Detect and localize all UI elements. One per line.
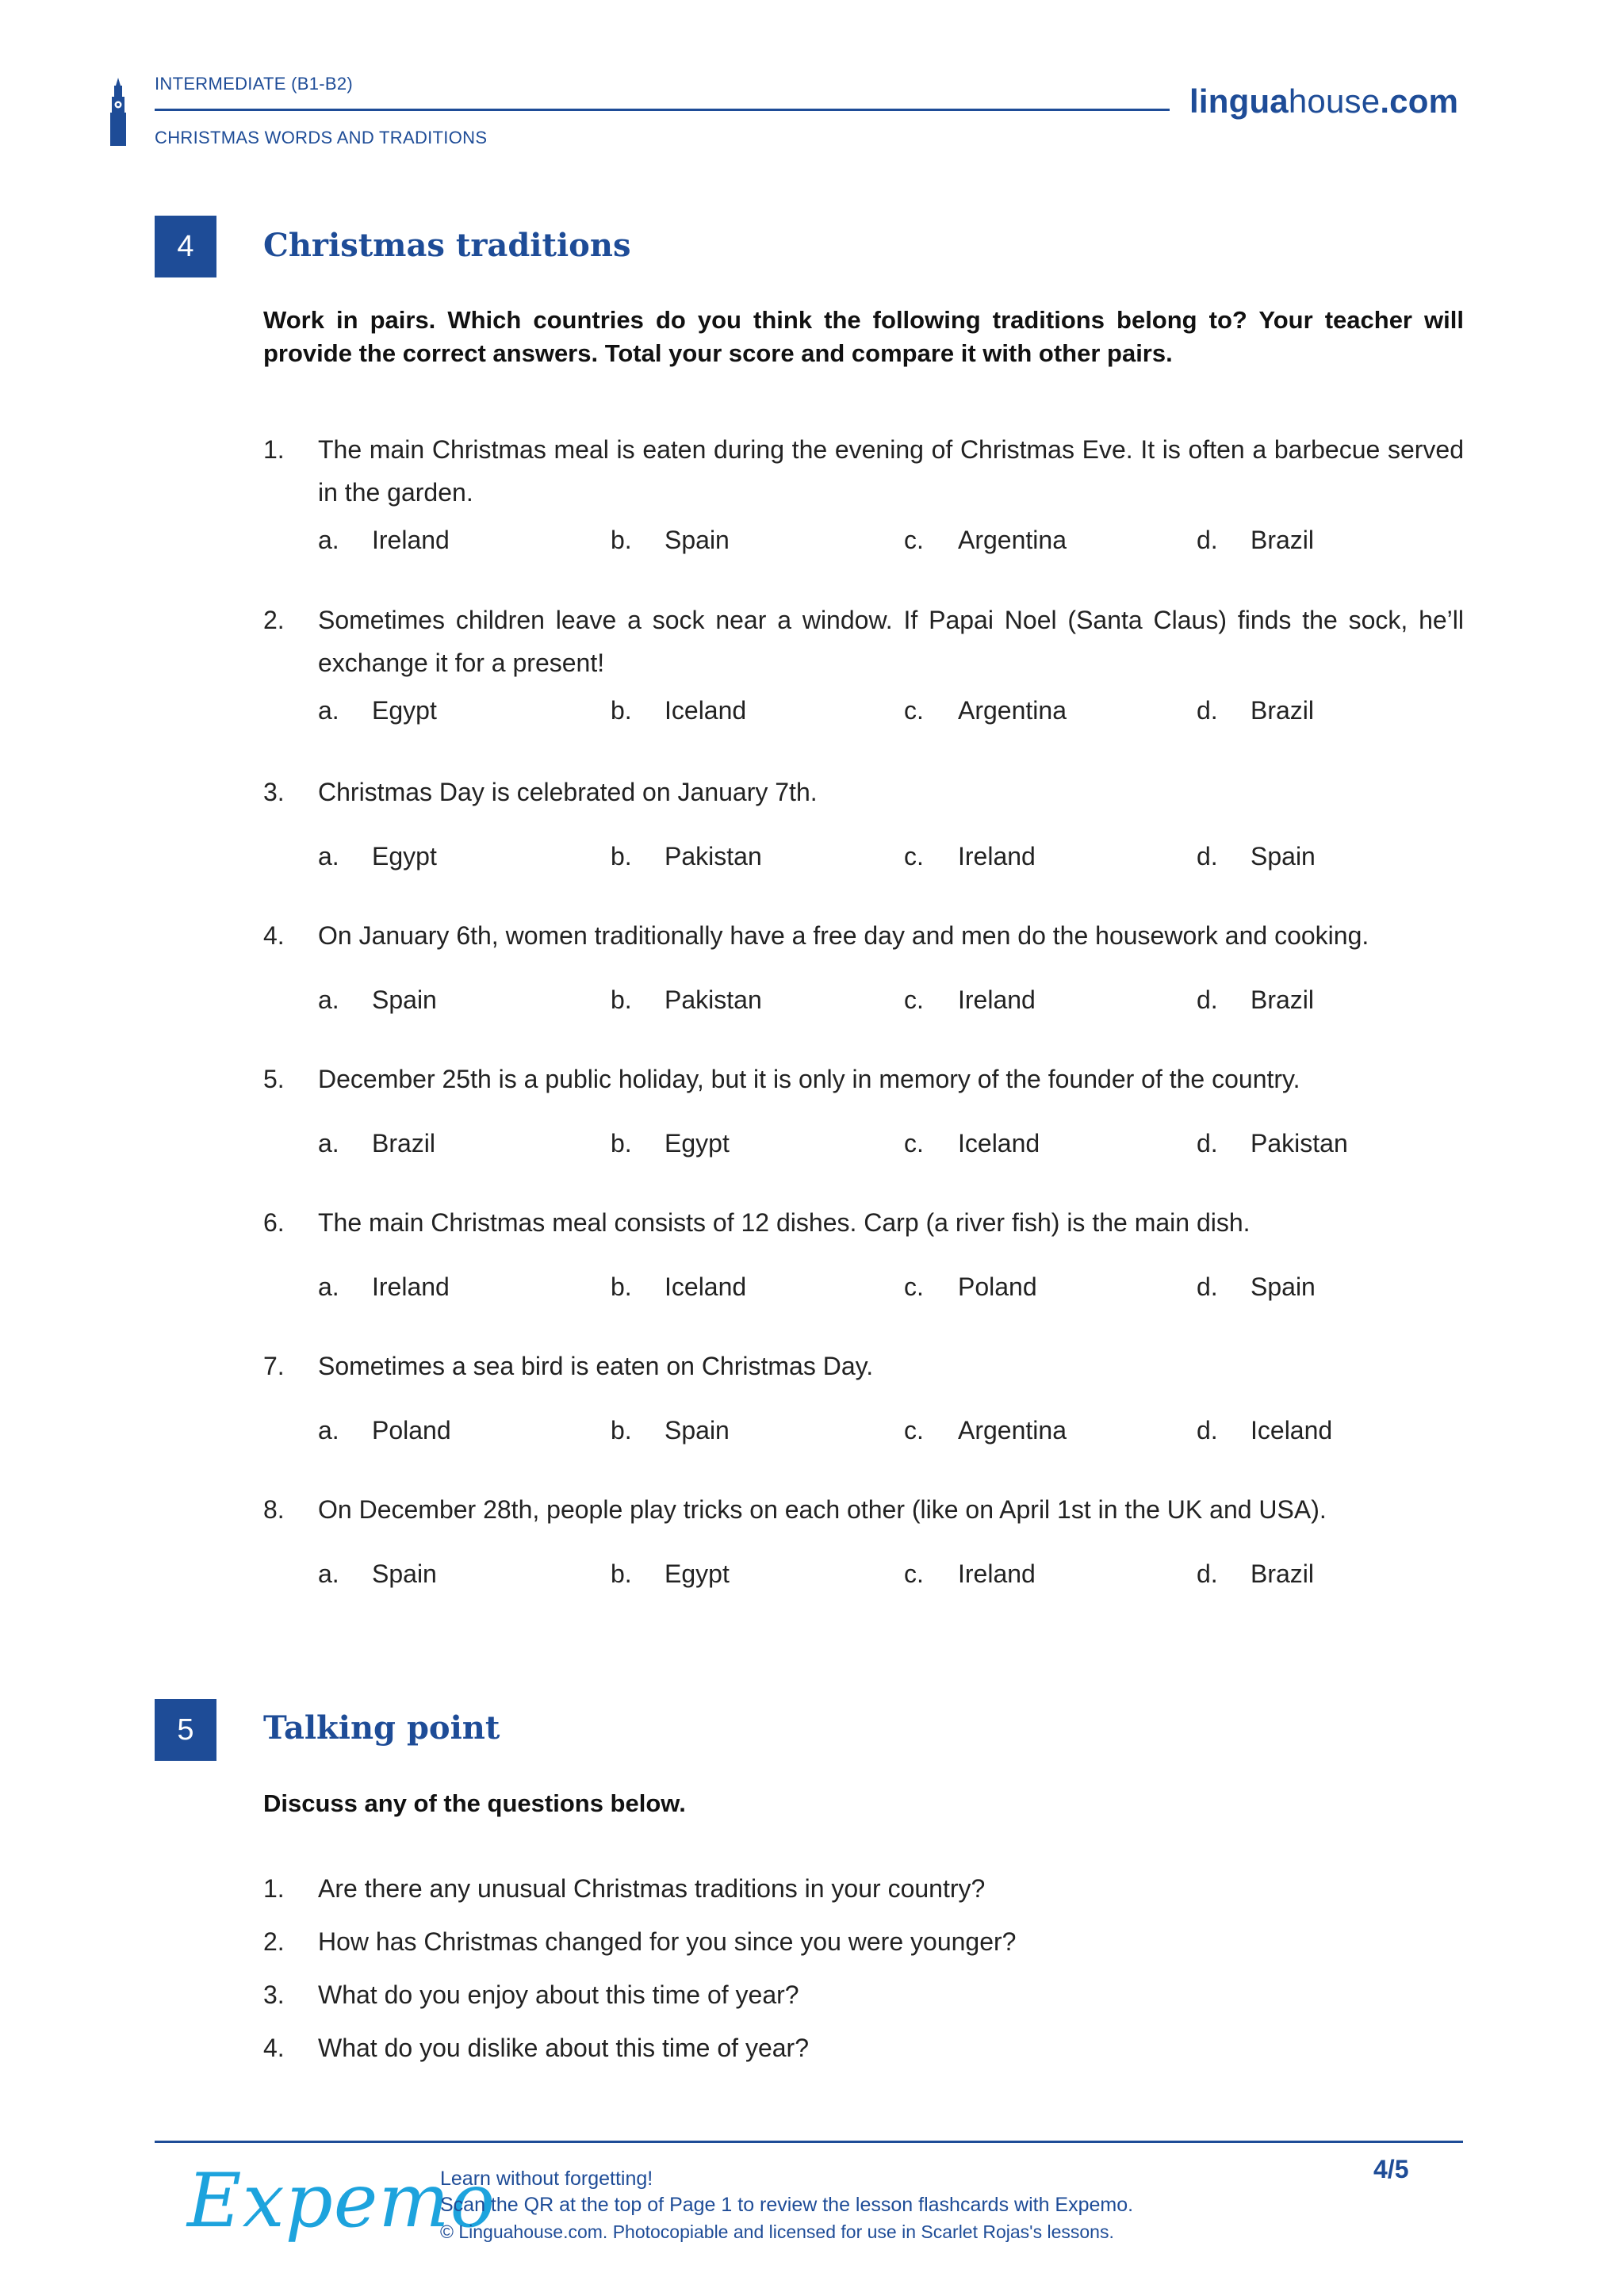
answer-option: Argentina [958,526,1067,554]
option-letter: a. [318,985,339,1014]
discussion-question: How has Christmas changed for you since you were younger? [318,1927,1017,1956]
question-number: 1. [263,1874,285,1903]
question-number: 2. [263,1927,285,1956]
answer-option: Spain [372,985,437,1014]
option-letter: a. [318,1559,339,1588]
option-letter: a. [318,1272,339,1301]
option-letter: c. [904,1559,924,1588]
option-letter: c. [904,526,924,554]
answer-option: Ireland [372,1272,450,1301]
answer-option: Pakistan [665,842,762,871]
answer-option: Pakistan [1251,1129,1348,1158]
question-number: 4. [263,2034,285,2062]
lesson-topic: CHRISTMAS WORDS AND TRADITIONS [155,128,488,147]
answer-option: Egypt [372,842,437,871]
answer-option: Poland [958,1272,1037,1301]
discussion-question: What do you dislike about this time of year? [318,2034,809,2062]
answer-option: Ireland [958,842,1036,871]
option-letter: c. [904,842,924,871]
discussion-question: What do you enjoy about this time of year? [318,1980,799,2009]
question-text: On December 28th, people play tricks on each other (like on April 1st in the UK and USA). [318,1495,1327,1524]
option-letter: a. [318,696,339,725]
option-letter: b. [611,696,632,725]
option-letter: d. [1197,1559,1218,1588]
answer-option: Ireland [958,1559,1036,1588]
question-text: Sometimes a sea bird is eaten on Christmas Day. [318,1352,874,1380]
question-text: The main Christmas meal consists of 12 dishes. Carp (a river fish) is the main dish. [318,1208,1251,1237]
option-letter: b. [611,1272,632,1301]
option-letter: b. [611,985,632,1014]
footer-qr-note: Scan the QR at the top of Page 1 to review the lesson flashcards with Expemo. [440,2194,1134,2216]
option-letter: d. [1197,985,1218,1014]
answer-option: Iceland [1251,1416,1333,1445]
answer-option: Egypt [372,696,437,725]
footer-copyright: © Linguahouse.com. Photocopiable and licensed for use in Scarlet Rojas's lessons. [440,2221,1114,2242]
option-letter: d. [1197,1272,1218,1301]
expemo-logo[interactable]: Expemo [187,2158,496,2244]
section-title: Talking point [263,1709,500,1747]
answer-option: Spain [372,1559,437,1588]
answer-option: Spain [1251,1272,1316,1301]
option-letter: c. [904,1272,924,1301]
question-number: 4. [263,921,285,950]
option-letter: a. [318,842,339,871]
question-number: 6. [263,1208,285,1237]
answer-option: Iceland [665,696,747,725]
answer-option: Iceland [958,1129,1040,1158]
page-number: 4/5 [1373,2155,1409,2183]
answer-option: Spain [665,1416,730,1445]
linguahouse-logo[interactable]: linguahouse.com [1189,82,1459,120]
answer-option: Iceland [665,1272,747,1301]
question-number: 7. [263,1352,285,1380]
question-text: Sometimes children leave a sock near a window. If Papai Noel (Santa Claus) finds the sock, he’ll exchange it for a present! [318,606,1464,677]
big-ben-icon [106,78,130,146]
option-letter: b. [611,842,632,871]
option-letter: c. [904,1129,924,1158]
option-letter: c. [904,696,924,725]
answer-option: Poland [372,1416,451,1445]
answer-option: Brazil [1251,1559,1315,1588]
question-text: On January 6th, women traditionally have a free day and men do the housework and cooking. [318,921,1369,950]
option-letter: d. [1197,696,1218,725]
option-letter: d. [1197,1129,1218,1158]
question-text: Christmas Day is celebrated on January 7th. [318,778,818,806]
discussion-question: Are there any unusual Christmas traditions in your country? [318,1874,986,1903]
option-letter: a. [318,1129,339,1158]
header-divider [155,109,1170,111]
answer-option: Egypt [665,1129,730,1158]
option-letter: d. [1197,1416,1218,1445]
option-letter: c. [904,985,924,1014]
answer-option: Egypt [665,1559,730,1588]
question-text: The main Christmas meal is eaten during the evening of Christmas Eve. It is often a barbecue served in the garden. [318,435,1464,507]
option-letter: b. [611,1416,632,1445]
answer-option: Ireland [958,985,1036,1014]
question-number: 3. [263,1980,285,2009]
answer-option: Brazil [1251,696,1315,725]
course-level: INTERMEDIATE (B1-B2) [155,74,354,94]
answer-option: Spain [665,526,730,554]
answer-option: Brazil [1251,526,1315,554]
option-letter: a. [318,526,339,554]
question-number: 5. [263,1065,285,1093]
section-instructions: Work in pairs. Which countries do you think the following traditions belong to? Your teacher will provide the correct answers. Total your score and compare it with other pairs. [263,306,1464,367]
section-number-badge: 5 [155,1699,216,1761]
question-number: 8. [263,1495,285,1524]
answer-option: Pakistan [665,985,762,1014]
option-letter: c. [904,1416,924,1445]
footer-tagline: Learn without forgetting! [440,2168,653,2190]
footer-divider [155,2141,1463,2143]
section-title: Christmas traditions [263,227,631,264]
question-text: December 25th is a public holiday, but it is only in memory of the founder of the country. [318,1065,1300,1093]
option-letter: a. [318,1416,339,1445]
option-letter: b. [611,1129,632,1158]
question-number: 2. [263,606,285,634]
answer-option: Brazil [1251,985,1315,1014]
option-letter: d. [1197,842,1218,871]
answer-option: Argentina [958,696,1067,725]
answer-option: Brazil [372,1129,436,1158]
answer-option: Argentina [958,1416,1067,1445]
answer-option: Spain [1251,842,1316,871]
question-number: 1. [263,435,285,464]
answer-option: Ireland [372,526,450,554]
option-letter: b. [611,526,632,554]
option-letter: d. [1197,526,1218,554]
section-number-badge: 4 [155,216,216,277]
option-letter: b. [611,1559,632,1588]
question-number: 3. [263,778,285,806]
section-instructions: Discuss any of the questions below. [263,1789,686,1817]
